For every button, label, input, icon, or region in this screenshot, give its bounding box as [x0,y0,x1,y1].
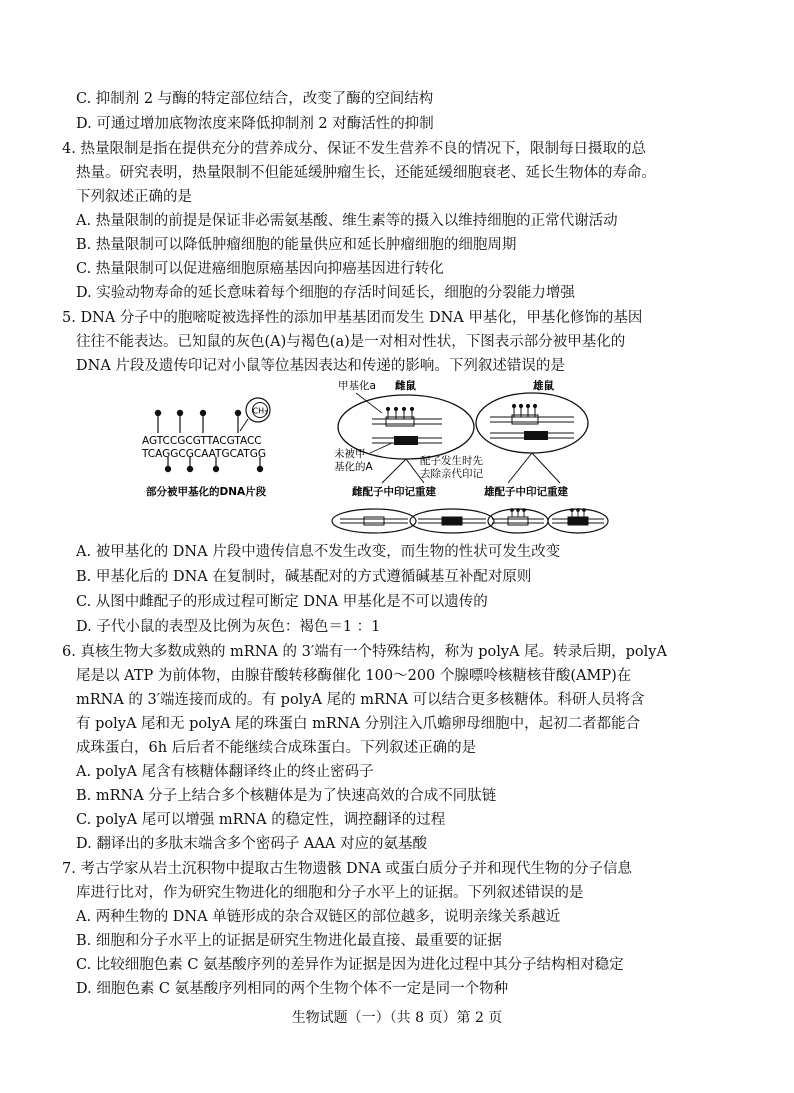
q5-stem-line-2: 往往不能表达。已知鼠的灰色(A)与褐色(a)是一对相对性状，下图表示部分被甲基化的 [76,334,626,350]
q4-option-a: A. 热量限制的前提是保证非必需氨基酸、维生素等的摄入以维持细胞的正常代谢活动 [76,213,618,229]
q4-stem-line-3: 下列叙述正确的是 [76,189,192,205]
gamete-note-line-2: 去除亲代印记 [420,468,483,480]
dna-sequence-bottom: TCAGGCGCAATGCATGG [142,448,266,460]
methyl-label: CH₃ [252,406,268,416]
male-gamete-2 [548,509,608,533]
q6-option-a: A. polyA 尾含有核糖体翻译终止的终止密码子 [76,764,374,780]
page-footer: 生物试题（一）（共 8 页）第 2 页 [291,1010,503,1026]
q4-option-c: C. 热量限制可以促进癌细胞原癌基因向抑癌基因进行转化 [76,261,444,277]
male-gamete-label: 雄配子中印记重建 [484,486,568,498]
dna-fragment [141,398,270,498]
female-mouse-cell [334,379,474,498]
q5-stem-line-3: DNA 片段及遗传印记对小鼠等位基因表达和传递的影响。下列叙述错误的是 [76,358,565,374]
q5-option-a: A. 被甲基化的 DNA 片段中遗传信息不发生改变，而生物的性状可发生改变 [76,544,561,560]
q6-stem-line-4: 有 polyA 尾和无 polyA 尾的珠蛋白 mRNA 分别注入爪蟾卵母细胞中，起初二者都能合 [76,716,641,732]
q5-option-c: C. 从图中雌配子的形成过程可断定 DNA 甲基化是不可以遗传的 [76,594,488,610]
fragment-caption: 部分被甲基化的DNA片段 [146,486,267,498]
q6-stem-line-3: mRNA 的 3′端连接而成的。有 polyA 尾的 mRNA 可以结合更多核糖体。科研人员将含 [76,692,645,708]
q6-stem-line-5: 成珠蛋白，6h 后后者不能继续合成珠蛋白。下列叙述正确的是 [76,740,477,756]
male-mouse-label: 雄鼠 [533,380,554,392]
male-gamete-1 [488,509,548,533]
q5-option-b: B. 甲基化后的 DNA 在复制时，碱基配对的方式遵循碱基互补配对原则 [76,569,532,585]
male-mouse-cell [476,379,588,498]
q3-option-d: D. 可通过增加底物浓度来降低抑制剂 2 对酶活性的抑制 [76,116,434,132]
q4-stem-line-1: 4. 热量限制是指在提供充分的营养成分、保证不发生营养不良的情况下，限制每日摄取的总 [62,141,646,157]
q6-option-b: B. mRNA 分子上结合多个核糖体是为了快速高效的合成不同肽链 [76,788,497,804]
unmethylated-a-label-line-2: 基化的A [334,461,373,473]
q4-stem-line-2: 热量。研究表明，热量限制不但能延缓肿瘤生长，还能延缓细胞衰老、延长生物体的寿命。 [76,165,656,181]
q7-stem-line-2: 库进行比对，作为研究生物进化的细胞和分子水平上的证据。下列叙述错误的是 [76,885,584,901]
q6-option-c: C. polyA 尾可以增强 mRNA 的稳定性，调控翻译的过程 [76,812,446,828]
q5-option-d: D. 子代小鼠的表型及比例为灰色：褐色＝1 ：1 [76,619,381,635]
female-gamete-1 [332,509,416,533]
q6-option-d: D. 翻译出的多肽末端含多个密码子 AAA 对应的氨基酸 [76,836,427,852]
methylated-a-label: 甲基化a [338,380,376,392]
q6-stem-line-1: 6. 真核生物大多数成熟的 mRNA 的 3′端有一个特殊结构，称为 polyA 尾。转录后期，polyA [62,644,667,660]
female-gamete-2 [410,509,494,533]
dna-sequence-top: AGTCCGCGTTACGTACC [142,435,262,447]
q3-option-c: C. 抑制剂 2 与酶的特定部位结合，改变了酶的空间结构 [76,91,434,107]
gamete-note-line-1: 配子发生时先 [420,455,483,467]
q7-option-d: D. 细胞色素 C 氨基酸序列相同的两个生物个体不一定是同一个物种 [76,981,509,997]
q7-option-b: B. 细胞和分子水平上的证据是研究生物进化最直接、最重要的证据 [76,933,502,949]
q5-stem-line-1: 5. DNA 分子中的胞嘧啶被选择性的添加甲基基团而发生 DNA 甲基化，甲基化修饰的基因 [62,310,643,326]
q7-option-a: A. 两种生物的 DNA 单链形成的杂合双链区的部位越多，说明亲缘关系越近 [76,909,561,925]
q7-stem-line-1: 7. 考古学家从岩土沉积物中提取古生物遗骸 DNA 或蛋白质分子并和现代生物的分子信息 [62,861,632,877]
gamete-row [332,509,608,533]
q4-option-d: D. 实验动物寿命的延长意味着每个细胞的存活时间延长，细胞的分裂能力增强 [76,285,575,301]
q6-stem-line-2: 尾是以 ATP 为前体物，由腺苷酸转移酶催化 100～200 个腺嘌呤核糖核苷酸(AMP)在 [76,668,632,684]
q4-option-b: B. 热量限制可以降低肿瘤细胞的能量供应和延长肿瘤细胞的细胞周期 [76,237,517,253]
methylation-figure [120,375,610,535]
female-mouse-label: 雌鼠 [395,380,416,392]
unmethylated-a-label-line-1: 未被甲 [334,448,366,460]
q7-option-c: C. 比较细胞色素 C 氨基酸序列的差异作为证据是因为进化过程中其分子结构相对稳定 [76,957,624,973]
female-gamete-label: 雌配子中印记重建 [352,486,436,498]
